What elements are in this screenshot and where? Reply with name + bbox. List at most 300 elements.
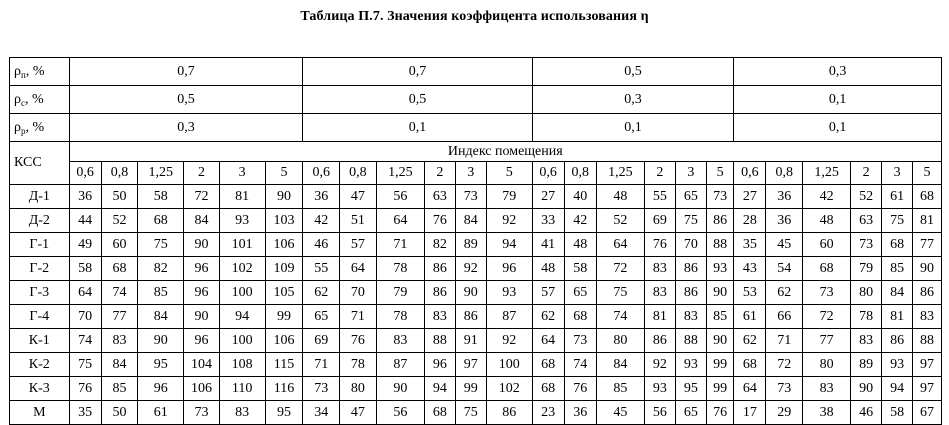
coefficient-cell: 36 (303, 185, 340, 209)
coefficient-cell: 71 (766, 329, 803, 353)
coefficient-cell: 86 (486, 401, 532, 425)
coefficient-cell: 57 (340, 233, 377, 257)
coefficient-cell: 64 (376, 209, 424, 233)
coefficient-cell: 80 (851, 281, 882, 305)
coefficient-cell: 48 (564, 233, 596, 257)
coefficient-cell: 77 (803, 329, 851, 353)
coefficient-cell: 75 (455, 401, 486, 425)
coefficient-cell: 96 (486, 257, 532, 281)
coefficient-cell: 52 (851, 185, 882, 209)
coefficient-cell: 78 (340, 353, 377, 377)
room-index-row (10, 162, 942, 185)
coefficient-cell: 93 (882, 353, 913, 377)
coefficient-cell: 44 (69, 209, 101, 233)
kss-label: К-1 (10, 329, 70, 353)
coefficient-cell: 68 (564, 305, 596, 329)
room-index-cell: 2 (851, 162, 882, 185)
coefficient-cell: 36 (69, 185, 101, 209)
room-index-cell: 5 (706, 162, 734, 185)
coefficient-cell: 99 (706, 353, 734, 377)
coefficient-cell: 87 (376, 353, 424, 377)
coefficient-cell: 72 (596, 257, 644, 281)
coefficient-cell: 47 (340, 185, 377, 209)
coefficient-cell: 86 (644, 329, 675, 353)
coefficient-cell: 73 (851, 233, 882, 257)
coefficient-cell: 69 (303, 329, 340, 353)
coefficient-cell: 36 (766, 185, 803, 209)
coefficient-cell: 64 (532, 329, 564, 353)
coefficient-cell: 38 (803, 401, 851, 425)
coefficient-cell: 84 (455, 209, 486, 233)
coefficient-cell: 76 (564, 377, 596, 401)
coefficient-cell: 62 (734, 329, 766, 353)
coefficient-cell: 77 (913, 233, 942, 257)
coefficient-cell: 35 (69, 401, 101, 425)
coefficient-cell: 56 (376, 401, 424, 425)
coefficient-cell: 83 (675, 305, 706, 329)
coefficient-cell: 58 (69, 257, 101, 281)
coefficient-cell: 65 (675, 401, 706, 425)
coefficient-cell: 90 (706, 281, 734, 305)
coefficient-cell: 87 (486, 305, 532, 329)
coefficient-cell: 83 (424, 305, 455, 329)
table-title: Таблица П.7. Значения коэффицента использования η (300, 9, 649, 24)
rho-value: 0,1 (734, 114, 942, 142)
coefficient-cell: 45 (596, 401, 644, 425)
coefficient-cell: 81 (644, 305, 675, 329)
coefficient-cell: 95 (138, 353, 184, 377)
coefficient-cell: 106 (265, 329, 303, 353)
coefficient-cell: 110 (219, 377, 265, 401)
coefficient-cell: 94 (424, 377, 455, 401)
coefficient-cell: 86 (882, 329, 913, 353)
coefficient-cell: 58 (882, 401, 913, 425)
table-row (10, 353, 942, 377)
kss-label: Г-3 (10, 281, 70, 305)
coefficient-cell: 97 (913, 353, 942, 377)
coefficient-cell: 73 (184, 401, 220, 425)
coefficient-cell: 106 (265, 233, 303, 257)
coefficient-cell: 64 (69, 281, 101, 305)
room-index-cell: 1,25 (596, 162, 644, 185)
table-row (10, 281, 942, 305)
room-index-cell: 0,8 (340, 162, 377, 185)
kss-label: Г-2 (10, 257, 70, 281)
coefficient-cell: 65 (675, 185, 706, 209)
coefficient-cell: 76 (644, 233, 675, 257)
coefficient-cell: 43 (734, 257, 766, 281)
room-index-cell: 0,8 (766, 162, 803, 185)
coefficient-cell: 96 (184, 257, 220, 281)
rho-value: 0,3 (69, 114, 303, 142)
kss-label: Д-1 (10, 185, 70, 209)
coefficient-cell: 90 (706, 329, 734, 353)
coefficient-cell: 73 (303, 377, 340, 401)
coefficient-cell: 82 (138, 257, 184, 281)
coefficient-cell: 42 (803, 185, 851, 209)
coefficient-cell: 41 (532, 233, 564, 257)
rho-value: 0,5 (532, 58, 734, 86)
coefficient-cell: 79 (376, 281, 424, 305)
coefficient-cell: 48 (532, 257, 564, 281)
coefficient-cell: 68 (532, 353, 564, 377)
kss-label: М (10, 401, 70, 425)
coefficient-cell: 100 (219, 281, 265, 305)
coefficient-cell: 83 (101, 329, 138, 353)
coefficient-cell: 73 (564, 329, 596, 353)
coefficient-cell: 58 (564, 257, 596, 281)
coefficient-cell: 76 (424, 209, 455, 233)
coefficient-cell: 99 (265, 305, 303, 329)
coefficient-cell: 49 (69, 233, 101, 257)
coefficient-cell: 83 (803, 377, 851, 401)
kss-label: Г-4 (10, 305, 70, 329)
coefficient-cell: 33 (532, 209, 564, 233)
coefficient-cell: 93 (644, 377, 675, 401)
room-index-cell: 3 (219, 162, 265, 185)
coefficient-cell: 52 (101, 209, 138, 233)
coefficient-cell: 85 (596, 377, 644, 401)
coefficient-cell: 88 (913, 329, 942, 353)
coefficient-cell: 90 (184, 233, 220, 257)
room-index-cell: 5 (486, 162, 532, 185)
coefficient-cell: 79 (486, 185, 532, 209)
coefficient-cell: 100 (486, 353, 532, 377)
room-index-cell: 0,6 (532, 162, 564, 185)
coefficient-cell: 50 (101, 185, 138, 209)
coefficient-cell: 75 (69, 353, 101, 377)
coefficient-cell: 83 (219, 401, 265, 425)
coefficient-cell: 82 (424, 233, 455, 257)
coefficient-cell: 81 (882, 305, 913, 329)
coefficient-cell: 102 (219, 257, 265, 281)
coefficient-cell: 62 (303, 281, 340, 305)
coefficient-cell: 86 (455, 305, 486, 329)
coefficient-cell: 83 (644, 281, 675, 305)
kss-label: К-2 (10, 353, 70, 377)
coefficient-cell: 68 (734, 353, 766, 377)
coefficient-cell: 42 (303, 209, 340, 233)
coefficient-cell: 50 (101, 401, 138, 425)
coefficient-cell: 70 (675, 233, 706, 257)
coefficient-cell: 55 (644, 185, 675, 209)
coefficient-cell: 71 (376, 233, 424, 257)
coefficient-cell: 61 (138, 401, 184, 425)
coefficient-cell: 92 (486, 209, 532, 233)
kss-label: К-3 (10, 377, 70, 401)
room-index-cell: 0,6 (69, 162, 101, 185)
coefficient-cell: 63 (424, 185, 455, 209)
rho-row (10, 114, 942, 142)
room-index-cell: 3 (675, 162, 706, 185)
coefficient-cell: 52 (596, 209, 644, 233)
table-row (10, 377, 942, 401)
coefficient-cell: 79 (851, 257, 882, 281)
rho-label: $\rho_р$, % (10, 114, 70, 142)
index-header-row (10, 142, 942, 162)
coefficient-cell: 84 (882, 281, 913, 305)
coefficient-cell: 48 (596, 185, 644, 209)
rho-value: 0,5 (69, 86, 303, 114)
table-row (10, 209, 942, 233)
coefficient-cell: 74 (101, 281, 138, 305)
coefficient-cell: 36 (766, 209, 803, 233)
room-index-cell: 0,8 (101, 162, 138, 185)
rho-row (10, 58, 942, 86)
coefficient-cell: 86 (913, 281, 942, 305)
coefficient-cell: 51 (340, 209, 377, 233)
coefficient-cell: 83 (376, 329, 424, 353)
rho-row (10, 86, 942, 114)
coefficient-cell: 72 (803, 305, 851, 329)
rho-value: 0,1 (734, 86, 942, 114)
table-row (10, 329, 942, 353)
room-index-cell: 5 (265, 162, 303, 185)
coefficient-cell: 92 (455, 257, 486, 281)
coefficient-cell: 61 (734, 305, 766, 329)
coefficient-cell: 84 (596, 353, 644, 377)
rho-value: 0,3 (532, 86, 734, 114)
coefficient-cell: 72 (766, 353, 803, 377)
coefficient-cell: 80 (803, 353, 851, 377)
room-index-cell: 5 (913, 162, 942, 185)
coefficient-cell: 73 (766, 377, 803, 401)
coefficient-cell: 85 (882, 257, 913, 281)
coefficient-cell: 84 (184, 209, 220, 233)
coefficient-cell: 83 (913, 305, 942, 329)
kss-label: Д-2 (10, 209, 70, 233)
coefficient-cell: 88 (424, 329, 455, 353)
coefficient-cell: 61 (882, 185, 913, 209)
coefficient-cell: 35 (734, 233, 766, 257)
coefficient-cell: 73 (455, 185, 486, 209)
room-index-cell: 3 (882, 162, 913, 185)
coefficient-cell: 46 (851, 401, 882, 425)
coefficient-cell: 88 (675, 329, 706, 353)
coefficient-cell: 97 (913, 377, 942, 401)
rho-label: $\rho_с$, % (10, 86, 70, 114)
rho-value: 0,7 (69, 58, 303, 86)
coefficient-cell: 83 (851, 329, 882, 353)
rho-value: 0,7 (303, 58, 532, 86)
kss-header: КСС (10, 142, 70, 185)
coefficient-cell: 81 (913, 209, 942, 233)
coefficient-cell: 68 (424, 401, 455, 425)
coefficient-cell: 47 (340, 401, 377, 425)
coefficient-cell: 27 (532, 185, 564, 209)
coefficient-cell: 99 (455, 377, 486, 401)
coefficient-cell: 93 (706, 257, 734, 281)
coefficient-cell: 56 (644, 401, 675, 425)
coefficient-cell: 85 (706, 305, 734, 329)
coefficient-cell: 103 (265, 209, 303, 233)
coefficient-cell: 28 (734, 209, 766, 233)
coefficient-cell: 80 (596, 329, 644, 353)
coefficient-cell: 55 (303, 257, 340, 281)
room-index-cell: 0,6 (734, 162, 766, 185)
coefficient-cell: 95 (675, 377, 706, 401)
table-row (10, 257, 942, 281)
coefficient-cell: 96 (184, 329, 220, 353)
room-index-cell: 3 (455, 162, 486, 185)
coefficient-cell: 73 (803, 281, 851, 305)
coefficient-cell: 74 (596, 305, 644, 329)
coefficient-cell: 62 (766, 281, 803, 305)
coefficient-cell: 85 (101, 377, 138, 401)
coefficient-cell: 57 (532, 281, 564, 305)
coefficient-cell: 92 (644, 353, 675, 377)
rho-value: 0,5 (303, 86, 532, 114)
coefficient-cell: 64 (340, 257, 377, 281)
coefficient-cell: 83 (644, 257, 675, 281)
coefficient-cell: 76 (340, 329, 377, 353)
coefficient-cell: 68 (138, 209, 184, 233)
coefficient-cell: 78 (376, 257, 424, 281)
coefficient-cell: 76 (69, 377, 101, 401)
coefficient-cell: 99 (706, 377, 734, 401)
coefficient-cell: 64 (734, 377, 766, 401)
coefficient-cell: 93 (675, 353, 706, 377)
coefficient-cell: 84 (138, 305, 184, 329)
coefficient-cell: 90 (913, 257, 942, 281)
coefficient-cell: 74 (69, 329, 101, 353)
coefficient-cell: 58 (138, 185, 184, 209)
coefficient-cell: 23 (532, 401, 564, 425)
coefficient-cell: 100 (219, 329, 265, 353)
coefficient-cell: 80 (340, 377, 377, 401)
coefficient-cell: 86 (706, 209, 734, 233)
room-index-cell: 1,25 (138, 162, 184, 185)
index-header: Индекс помещения (69, 142, 941, 162)
coefficient-cell: 68 (101, 257, 138, 281)
coefficient-cell: 93 (219, 209, 265, 233)
rho-value: 0,1 (303, 114, 532, 142)
coefficient-cell: 27 (734, 185, 766, 209)
coefficient-cell: 76 (706, 401, 734, 425)
coefficient-cell: 93 (486, 281, 532, 305)
room-index-cell: 1,25 (803, 162, 851, 185)
coefficient-cell: 45 (766, 233, 803, 257)
table-row (10, 305, 942, 329)
coefficient-cell: 86 (424, 257, 455, 281)
coefficient-cell: 73 (706, 185, 734, 209)
coefficient-cell: 75 (138, 233, 184, 257)
coefficient-cell: 64 (596, 233, 644, 257)
table-row (10, 185, 942, 209)
coefficient-cell: 65 (564, 281, 596, 305)
coefficient-cell: 53 (734, 281, 766, 305)
coefficient-cell: 106 (184, 377, 220, 401)
coefficient-cell: 67 (913, 401, 942, 425)
coefficient-cell: 102 (486, 377, 532, 401)
coefficient-cell: 68 (532, 377, 564, 401)
coefficient-cell: 75 (882, 209, 913, 233)
table-row (10, 233, 942, 257)
coefficient-cell: 92 (486, 329, 532, 353)
coefficient-cell: 63 (851, 209, 882, 233)
coefficient-cell: 75 (675, 209, 706, 233)
coefficient-cell: 96 (424, 353, 455, 377)
coefficient-cell: 108 (219, 353, 265, 377)
room-index-cell: 0,8 (564, 162, 596, 185)
coefficient-cell: 86 (424, 281, 455, 305)
coefficient-cell: 115 (265, 353, 303, 377)
table-row (10, 401, 942, 425)
coefficient-cell: 75 (596, 281, 644, 305)
coefficient-cell: 46 (303, 233, 340, 257)
kss-label: Г-1 (10, 233, 70, 257)
rho-label: $\rho_п$, % (10, 58, 70, 86)
coefficient-cell: 96 (138, 377, 184, 401)
coefficient-cell: 17 (734, 401, 766, 425)
coefficient-cell: 42 (564, 209, 596, 233)
coefficient-cell: 90 (851, 377, 882, 401)
coefficient-cell: 77 (101, 305, 138, 329)
coefficient-cell: 29 (766, 401, 803, 425)
coefficient-cell: 60 (101, 233, 138, 257)
rho-value: 0,3 (734, 58, 942, 86)
coefficient-cell: 90 (376, 377, 424, 401)
rho-value: 0,1 (532, 114, 734, 142)
coefficient-cell: 81 (219, 185, 265, 209)
room-index-cell: 1,25 (376, 162, 424, 185)
coefficient-cell: 85 (138, 281, 184, 305)
coefficient-cell: 62 (532, 305, 564, 329)
coefficient-cell: 54 (766, 257, 803, 281)
coefficient-cell: 95 (265, 401, 303, 425)
coefficient-cell: 40 (564, 185, 596, 209)
coefficient-cell: 78 (851, 305, 882, 329)
coefficient-cell: 84 (101, 353, 138, 377)
coefficient-cell: 97 (455, 353, 486, 377)
utilization-coefficient-table (9, 57, 942, 425)
coefficient-cell: 56 (376, 185, 424, 209)
coefficient-cell: 71 (303, 353, 340, 377)
coefficient-cell: 72 (184, 185, 220, 209)
coefficient-cell: 101 (219, 233, 265, 257)
coefficient-cell: 89 (851, 353, 882, 377)
coefficient-cell: 91 (455, 329, 486, 353)
coefficient-cell: 74 (564, 353, 596, 377)
coefficient-cell: 71 (340, 305, 377, 329)
coefficient-cell: 69 (644, 209, 675, 233)
coefficient-cell: 90 (184, 305, 220, 329)
coefficient-cell: 109 (265, 257, 303, 281)
coefficient-cell: 65 (303, 305, 340, 329)
coefficient-cell: 78 (376, 305, 424, 329)
room-index-cell: 2 (424, 162, 455, 185)
coefficient-cell: 66 (766, 305, 803, 329)
coefficient-cell: 36 (564, 401, 596, 425)
room-index-cell: 2 (184, 162, 220, 185)
coefficient-cell: 90 (265, 185, 303, 209)
coefficient-cell: 104 (184, 353, 220, 377)
coefficient-cell: 105 (265, 281, 303, 305)
coefficient-cell: 60 (803, 233, 851, 257)
coefficient-cell: 68 (882, 233, 913, 257)
coefficient-cell: 116 (265, 377, 303, 401)
coefficient-cell: 96 (184, 281, 220, 305)
coefficient-cell: 48 (803, 209, 851, 233)
room-index-cell: 2 (644, 162, 675, 185)
coefficient-cell: 70 (340, 281, 377, 305)
coefficient-cell: 94 (219, 305, 265, 329)
coefficient-cell: 90 (455, 281, 486, 305)
coefficient-cell: 68 (803, 257, 851, 281)
coefficient-cell: 86 (675, 281, 706, 305)
coefficient-cell: 90 (138, 329, 184, 353)
coefficient-cell: 94 (486, 233, 532, 257)
